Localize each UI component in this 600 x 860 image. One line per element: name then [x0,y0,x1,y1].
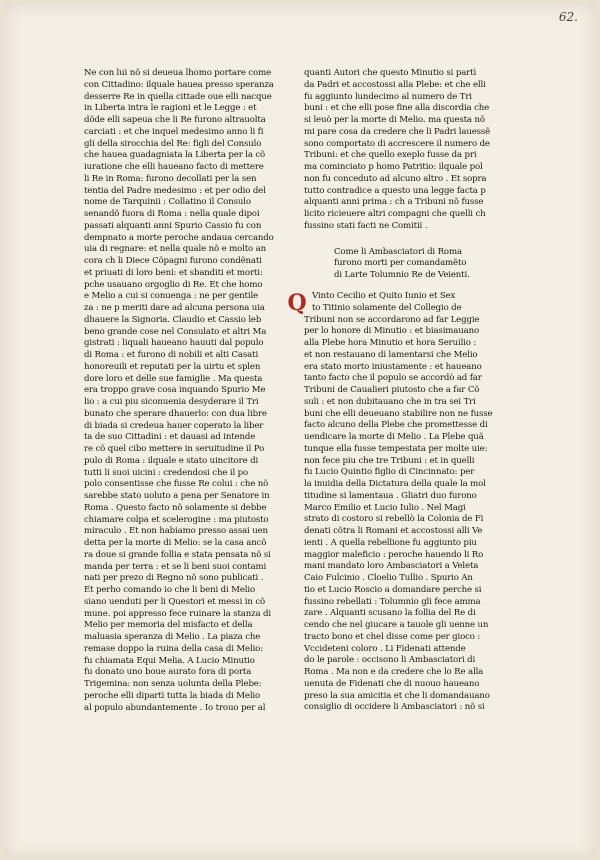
text-line: peroche elli dipartì tutta la biada di Melio [84,690,261,701]
manuscript-page [4,4,596,856]
text-line: Roma . Questo facto nõ solamente si debbe [84,502,267,513]
text-line: di Larte Tolumnio Re de Veienti. [334,269,470,280]
text-line: mani mandato loro Ambasciatori a Veleta [304,561,479,572]
text-line: non fece piu che tre Tribuni : et in quelli [304,455,475,466]
text-line: in Liberta intra le ragioni et le Legge : et [84,103,257,114]
text-line: pulo di Roma : ilquale e stato uincitore di [84,455,259,466]
text-line: fu aggiunto lundecimo al numero de Tri [304,91,472,102]
text-line: fu chiamata Equi Melia. A Lucio Minutio [84,655,255,666]
text-line: la inuidia della Dictatura della quale la mol [304,479,486,489]
text-line: Tribuni: et che quello exeplo fusse da pri [304,150,477,161]
text-line: Marco Emilio et Lucio Iulio . Nel Magi [304,502,466,513]
text-line: quanti Autori che questo Minutio si partì [304,68,477,78]
text-line: polo consentisse che fusse Re colui : che nõ [84,479,269,490]
text-line: maluasia speranza di Melio . La piaza che [84,632,261,642]
text-line: titudine si lamentaua . Gliatri duo furono [304,490,477,501]
text-line: e Melio a cui si conuenga : ne per gentile [84,291,258,302]
text-line: senandõ fuora di Roma : nella quale dipoi [84,209,260,219]
text-line: denati cõtra li Romani et accostossi alli Ve [304,526,483,536]
text-line: lio : a cui piu siconuenia desyderare il Tri [84,397,259,407]
text-line: fu Lucio Quintio figlio di Cincinnato: per [304,467,475,478]
text-line: gli della sirocchia del Re: figli del Consulo [84,138,262,149]
text-line: remase doppo la ruina della casa di Melio: [84,643,263,654]
text-line: manda per terra : et se li beni suoi contami [84,561,267,572]
text-line: beno grande cose nel Consulato et altri Ma [84,326,267,337]
text-line: bunato che sperare dhauerlo: con dua libre [84,408,267,419]
text-line: Tribuni non se accordarono ad far Leggie [304,314,480,325]
text-line: uia di regnare: et nella quale nõ e molto an [84,244,267,255]
text-line: Caio Fulcinio . Cloelio Tullio . Spurio An [304,573,473,583]
text-line: tracto bono et chel disse come per gioco : [304,631,481,642]
text-line: era stato morto iniustamente : et haueano [304,361,482,372]
text-line: suli : et non dubitauano che in tra sei Tri [304,396,476,407]
text-line: to Titinio solamente del Collegio de [312,302,462,313]
text-line: Et perho comando io che li beni di Melio [84,585,255,595]
text-line: fussino stati facti ne Comitii . [304,220,428,231]
text-line: Trigemina: non senza uolunta della Plebe: [84,679,262,689]
text-line: tio et Lucio Roscio a domandare perche si [304,584,482,595]
text-line: ra doue si grande follia e stata pensata nõ si [84,549,271,560]
illuminated-dropcap: Q [287,290,307,316]
text-line: sarebbe stato uoluto a pena per Senatore in [84,491,270,501]
text-line: detta per la morte di Melio: se la casa ancõ [84,538,267,548]
text-line: fussino rebellati : Tolumnio gli fece amma [304,596,481,607]
text-line: furono morti per comandamẽto [334,258,467,268]
text-line: buni che elli deueuano stabilire non ne fusse [304,408,493,419]
chapter-body [287,290,516,714]
text-line: nati per prezo di Regno nõ sono publicati . [84,573,264,584]
text-line: che hauea guadagniata la Liberta per la cõ [84,150,266,161]
text-line: maggior maleficio : peroche hauendo li Ro [304,549,484,560]
text-line: pche usauano orgoglio di Re. Et che homo [84,279,263,290]
text-line: tutto contradice a questo una legge facta p [304,185,486,196]
text-line: buni : et che elli pose fine alla discordia che [304,103,490,114]
text-line: ta de suo Cittadini : et dauasi ad intende [84,432,256,443]
text-line: dhauere la Signoria. Claudio et Cassio leb [84,314,262,325]
text-line: nome de Tarquinii : Collatino il Consulo [84,197,251,208]
text-line: tanto facto che il populo se accordò ad far [304,373,482,384]
right-column-top-text [304,68,516,233]
text-line: dõde elli sapeua che li Re furono altrauolta [84,115,266,125]
text-line: preso la sua amicitia et che li domandauano [304,690,490,701]
text-line: et non restauano di lamentarsi che Melio [304,349,478,360]
text-line: ienti . A quella rebellione fu aggiunto piu [304,537,477,548]
text-line: desserre Re in quella cittade oue elli nacque [84,91,272,102]
text-line: carciati : et che inquel medesimo anno li fi [84,126,264,137]
text-line: uenuta de Fidenati che di nuouo haueano [304,678,480,689]
text-line: Melio per memoria del misfacto et della [84,620,253,631]
text-line: cora ch li Diece Cõpagni furono condẽnati [84,256,262,266]
text-line: di Roma : et furono di nobili et alti Casati [84,350,259,360]
text-line: tutti li suoi uicini : credendosi che il po [84,467,249,478]
text-line: honoreuili et reputati per la uirtu et splen [84,361,261,372]
text-line: da Padri et accostossi alla Plebe: et che elli [304,79,486,90]
text-line: siano uenduti per li Questori et messi in cõ [84,596,266,607]
text-line: uendicare la morte di Melio . La Plebe quã [304,432,484,442]
text-line: gistrati : liquali haueano hauuti dal populo [84,338,264,349]
text-line: facto alcuno della Plebe che promettesse di [304,420,488,431]
text-line: et priuati di loro beni: et sbanditi et morti: [84,267,263,278]
text-line: non fu conceduto ad alcuno altro . Et sopra [304,173,487,184]
text-line: cendo che nel giucare a tauole gli uenne un [304,620,489,630]
text-line: di biada si credeua hauer coperato la liber [84,420,264,431]
text-line: dore loro et delle sue famiglie . Ma questa [84,373,263,384]
text-line: al populo abundantemente . Io trouo per al [84,702,266,713]
text-line: fu donato uno boue aurato fora di porta [84,667,252,678]
text-line: alla Plebe hora Minutio et hora Seruilio : [304,338,477,348]
text-line: per lo honore di Minutio : et biasimauano [304,326,480,337]
text-line: Tribuni de Caualieri piutosto che a far Cõ [304,385,480,395]
text-line: iuratione che elli haueano facto di mettere [84,162,264,172]
text-line: consiglio di occidere li Ambasciatori : nõ si [304,702,485,713]
right-text-column [287,68,516,714]
text-line: do le parole : occisono li Ambasciatori di [304,655,476,666]
text-line: tunque ella fusse tempestata per molte uie: [304,443,488,454]
folio-number: 62. [558,10,578,24]
text-line: Come li Ambasciatori di Roma [334,246,462,257]
text-line: dempnato a morte peroche andaua cercando [84,232,274,243]
text-line: con Cittadino: ilquale hauea presso speranza [84,79,274,90]
text-line: Vinto Cecilio et Quito Iunio et Sex [312,291,456,301]
chapter-heading [334,247,516,282]
text-line: mune. poi appresso fece ruinare la stanza di [84,608,271,619]
text-line: chiamare colpa et scelerogine : ma piutosto [84,514,269,525]
right-column-bottom-text [304,291,516,714]
text-line: alquanti anni prima : ch a Tribuni nõ fusse [304,197,484,208]
text-line: mi pare cosa da credere che li Padri lauessẽ [304,126,491,137]
text-line: Ne con lui nõ si deueua lhomo portare come [84,68,272,78]
text-line: si leuò per la morte di Melio. ma questa nõ [304,115,485,125]
text-line: li Re in Roma: furono decollati per la sen [84,173,257,184]
text-line: sono comportato di accrescere il numero de [304,138,490,149]
text-line: era troppo grave cosa inquando Spurio Me [84,385,266,396]
text-line: re cõ quel cibo mettere in seruitudine il Po [84,444,265,454]
text-line: tentia del Padre medesimo : et per odio del [84,185,266,196]
text-line: zare . Alquanti scusano la follia del Re di [304,608,476,619]
text-line: strato di costoro si rebellò la Colonia de Fi [304,514,484,525]
text-line: Roma . Ma non e da credere che lo Re alla [304,667,484,677]
text-line: miraculo . Et non habiamo presso assai uen [84,526,268,537]
text-line: passati alquanti anni Spurio Cassio fu con [84,220,262,231]
text-line: za : ne p meriti dare ad alcuna persona uia [84,303,265,313]
text-line: ma cominciato p homo Patritio: ilquale pol [304,162,483,172]
text-line: Vccideteni coloro . Li Fidenati attende [304,643,466,654]
text-line: licito ricieuere altri compagni che quelli ch [304,209,486,219]
left-text-column [84,68,289,714]
